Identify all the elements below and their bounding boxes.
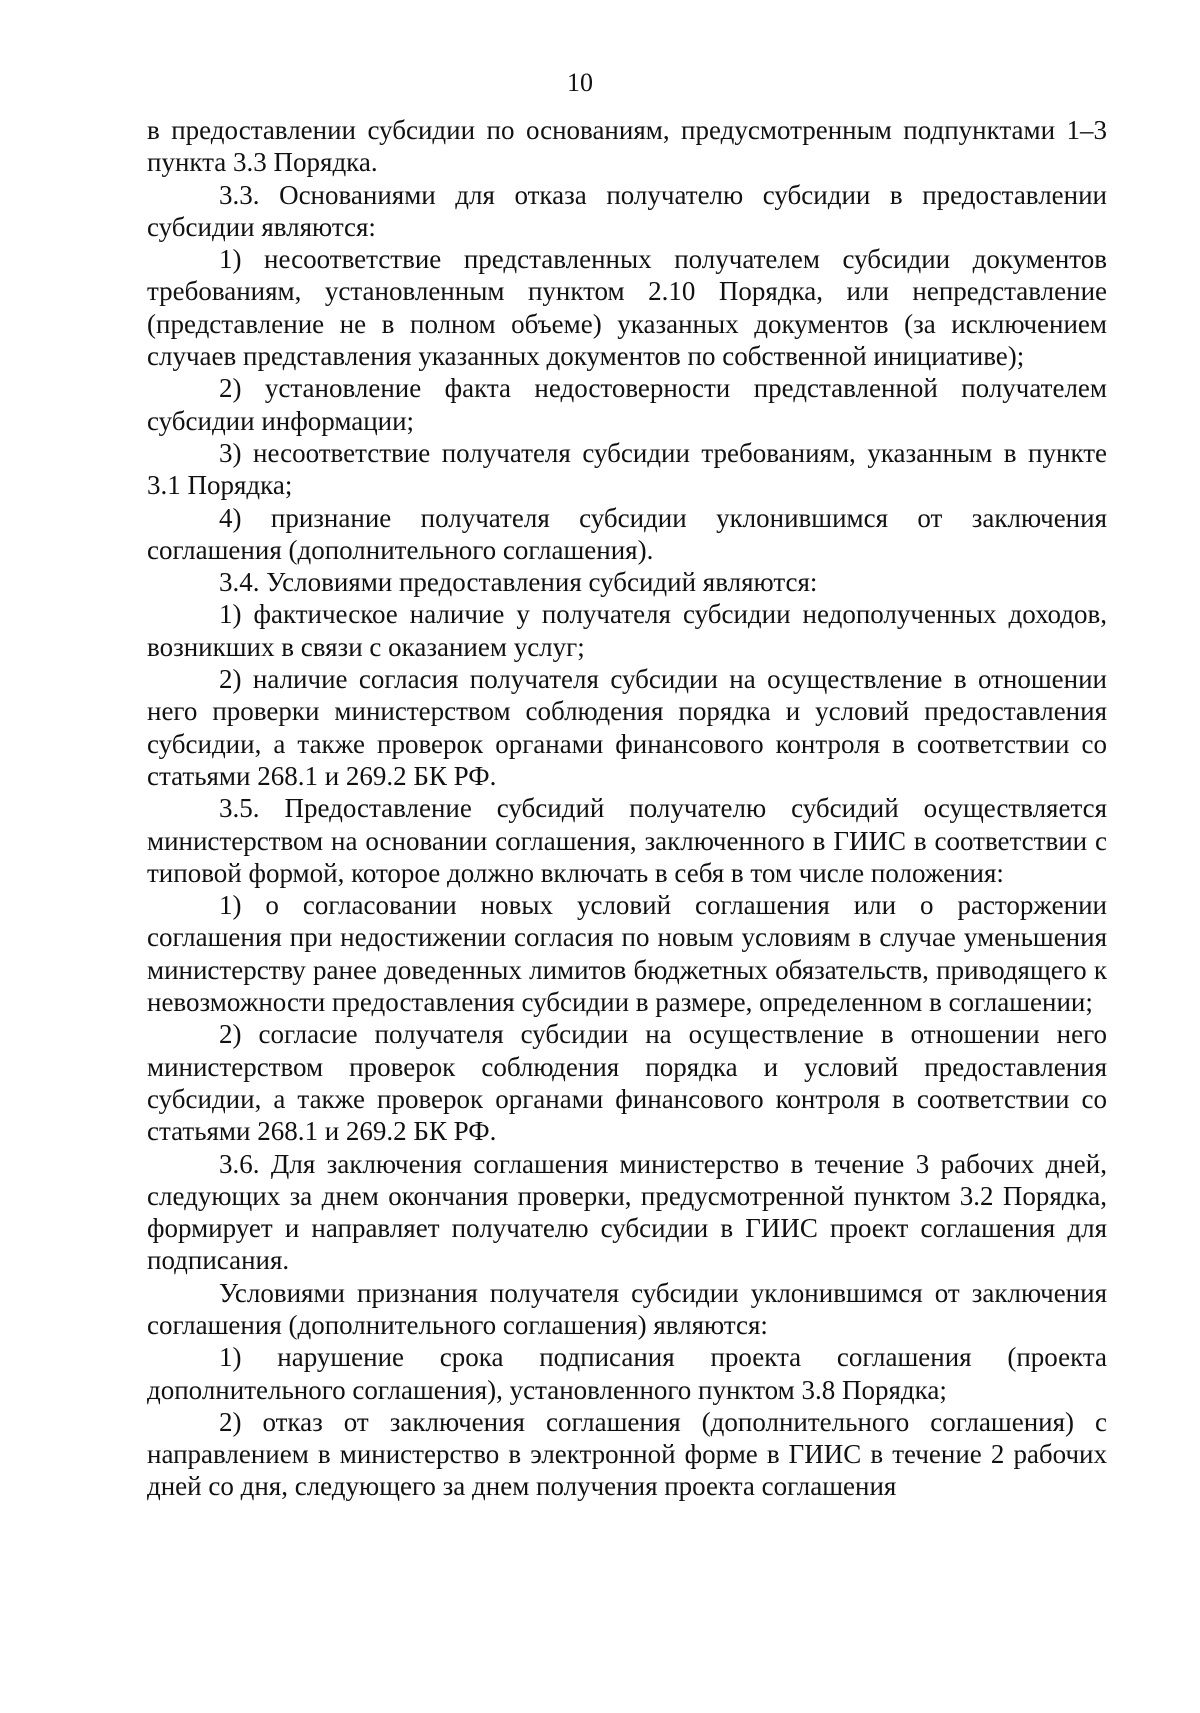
paragraph-evasion-conditions: Условиями признания получателя субсидии уклонившимся от заключения соглашения (дополнительного соглашения) являются: [147,1277,1107,1340]
paragraph-3-5-item-1: 1) о согласовании новых условий соглашения или о расторжении соглашения при недостижении согласия по новым условиям в случае уменьшения министерству ранее доведенных лимитов бюджетных обязательств, приводящего к невозможности предоставления субсидии в размере, определенном в соглашении; [147,890,1107,1018]
paragraph-3-4-item-2: 2) наличие согласия получателя субсидии на осуществление в отношении него проверки министерством соблюдения порядка и условий предоставления субсидии, а также проверок органами финансового контроля в соответствии со статьями 268.1 и 269.2 БК РФ. [147,664,1107,791]
document-body [147,114,1107,1503]
paragraph-3-4: 3.4. Условиями предоставления субсидий являются: [219,567,818,598]
paragraph-3-6: 3.6. Для заключения соглашения министерство в течение 3 рабочих дней, следующих за днем окончания проверки, предусмотренной пунктом 3.2 Порядка, формирует и направляет получателю субсидии в ГИИС проект соглашения для подписания. [147,1148,1107,1276]
paragraph-3-3: 3.3. Основаниями для отказа получателю субсидии в предоставлении субсидии являются: [147,179,1107,242]
paragraph-3-5: 3.5. Предоставление субсидий получателю субсидий осуществляется министерством на основании соглашения, заключенного в ГИИС в соответствии с типовой формой, которое должно включать в себя в том числе положения: [147,793,1107,888]
paragraph-continuation: в предоставлении субсидии по основаниям, предусмотренным подпунктами 1–3 пункта 3.3 Порядка. [147,115,1107,178]
paragraph-3-3-item-2: 2) установление факта недостоверности представленной получателем субсидии информации; [147,373,1107,436]
paragraph-3-4-item-1: 1) фактическое наличие у получателя субсидии недополученных доходов, возникших в связи с оказанием услуг; [147,599,1107,662]
paragraph-3-3-item-4: 4) признание получателя субсидии уклонившимся от заключения соглашения (дополнительного соглашения). [147,502,1107,565]
paragraph-3-3-item-3: 3) несоответствие получателя субсидии требованиям, указанным в пункте 3.1 Порядка; [147,437,1107,501]
paragraph-3-5-item-2: 2) согласие получателя субсидии на осуществление в отношении него министерством проверок соблюдения порядка и условий предоставления субсидии, а также проверок органами финансового контроля в соответствии со статьями 268.1 и 269.2 БК РФ. [147,1019,1107,1147]
page-number: 10 [567,68,593,97]
paragraph-evasion-item-2: 2) отказ от заключения соглашения (дополнительного соглашения) с направлением в министерство в электронной форме в ГИИС в течение 2 рабочих дней со дня, следующего за днем получения проекта соглашения [147,1406,1107,1502]
paragraph-evasion-item-1: 1) нарушение срока подписания проекта соглашения (проекта дополнительного соглашения), установленного пунктом 3.8 Порядка; [147,1342,1107,1405]
paragraph-3-3-item-1: 1) несоответствие представленных получателем субсидии документов требованиям, установленным пунктом 2.10 Порядка, или непредставление (представление не в полном объеме) указанных документов (за исключением случаев представления указанных документов по собственной инициативе); [147,244,1107,372]
